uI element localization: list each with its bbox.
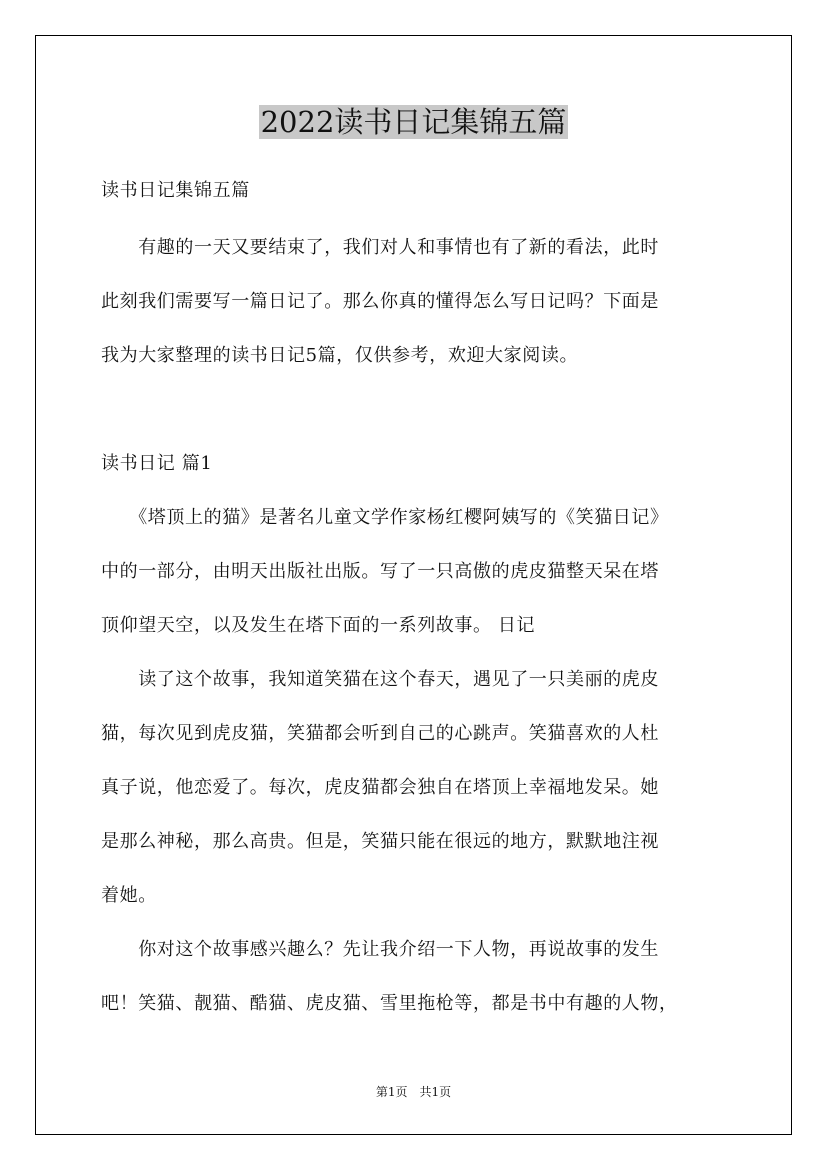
intro-line-3: 我为大家整理的读书日记5篇，仅供参考，欢迎大家阅读。 xyxy=(101,345,579,366)
document-title xyxy=(0,98,827,146)
para2-line-5: 着她。 xyxy=(101,885,157,906)
intro-line-2: 此刻我们需要写一篇日记了。那么你真的懂得怎么写日记吗？下面是 xyxy=(101,291,659,312)
section-heading: 读书日记 篇1 xyxy=(101,453,213,474)
para3-line-2: 吧！笑猫、靓猫、酷猫、虎皮猫、雪里拖枪等，都是书中有趣的人物， xyxy=(101,993,678,1014)
para1-line-1: 《塔顶上的猫》是著名儿童文学作家杨红樱阿姨写的《笑猫日记》 xyxy=(101,507,669,528)
page-footer: 第1页 共1页 xyxy=(375,1085,452,1099)
document-title-text: 2022读书日记集锦五篇 xyxy=(260,105,567,139)
para1-line-3: 顶仰望天空，以及发生在塔下面的一系列故事。 日记 xyxy=(101,615,536,636)
para2-line-3: 真子说，他恋爱了。每次，虎皮猫都会独自在塔顶上幸福地发呆。她 xyxy=(101,777,659,798)
para2-line-1: 读了这个故事，我知道笑猫在这个春天，遇见了一只美丽的虎皮 xyxy=(101,669,659,690)
para1-line-2: 中的一部分，由明天出版社出版。写了一只高傲的虎皮猫整天呆在塔 xyxy=(101,561,659,582)
para2-line-4: 是那么神秘，那么高贵。但是，笑猫只能在很远的地方，默默地注视 xyxy=(101,831,659,852)
para2-line-2: 猫，每次见到虎皮猫，笑猫都会听到自己的心跳声。笑猫喜欢的人杜 xyxy=(101,723,659,744)
para3-line-1: 你对这个故事感兴趣么？先让我介绍一下人物，再说故事的发生 xyxy=(101,939,659,960)
intro-line-1: 有趣的一天又要结束了，我们对人和事情也有了新的看法，此时 xyxy=(101,237,659,258)
intro-heading: 读书日记集锦五篇 xyxy=(101,180,250,201)
